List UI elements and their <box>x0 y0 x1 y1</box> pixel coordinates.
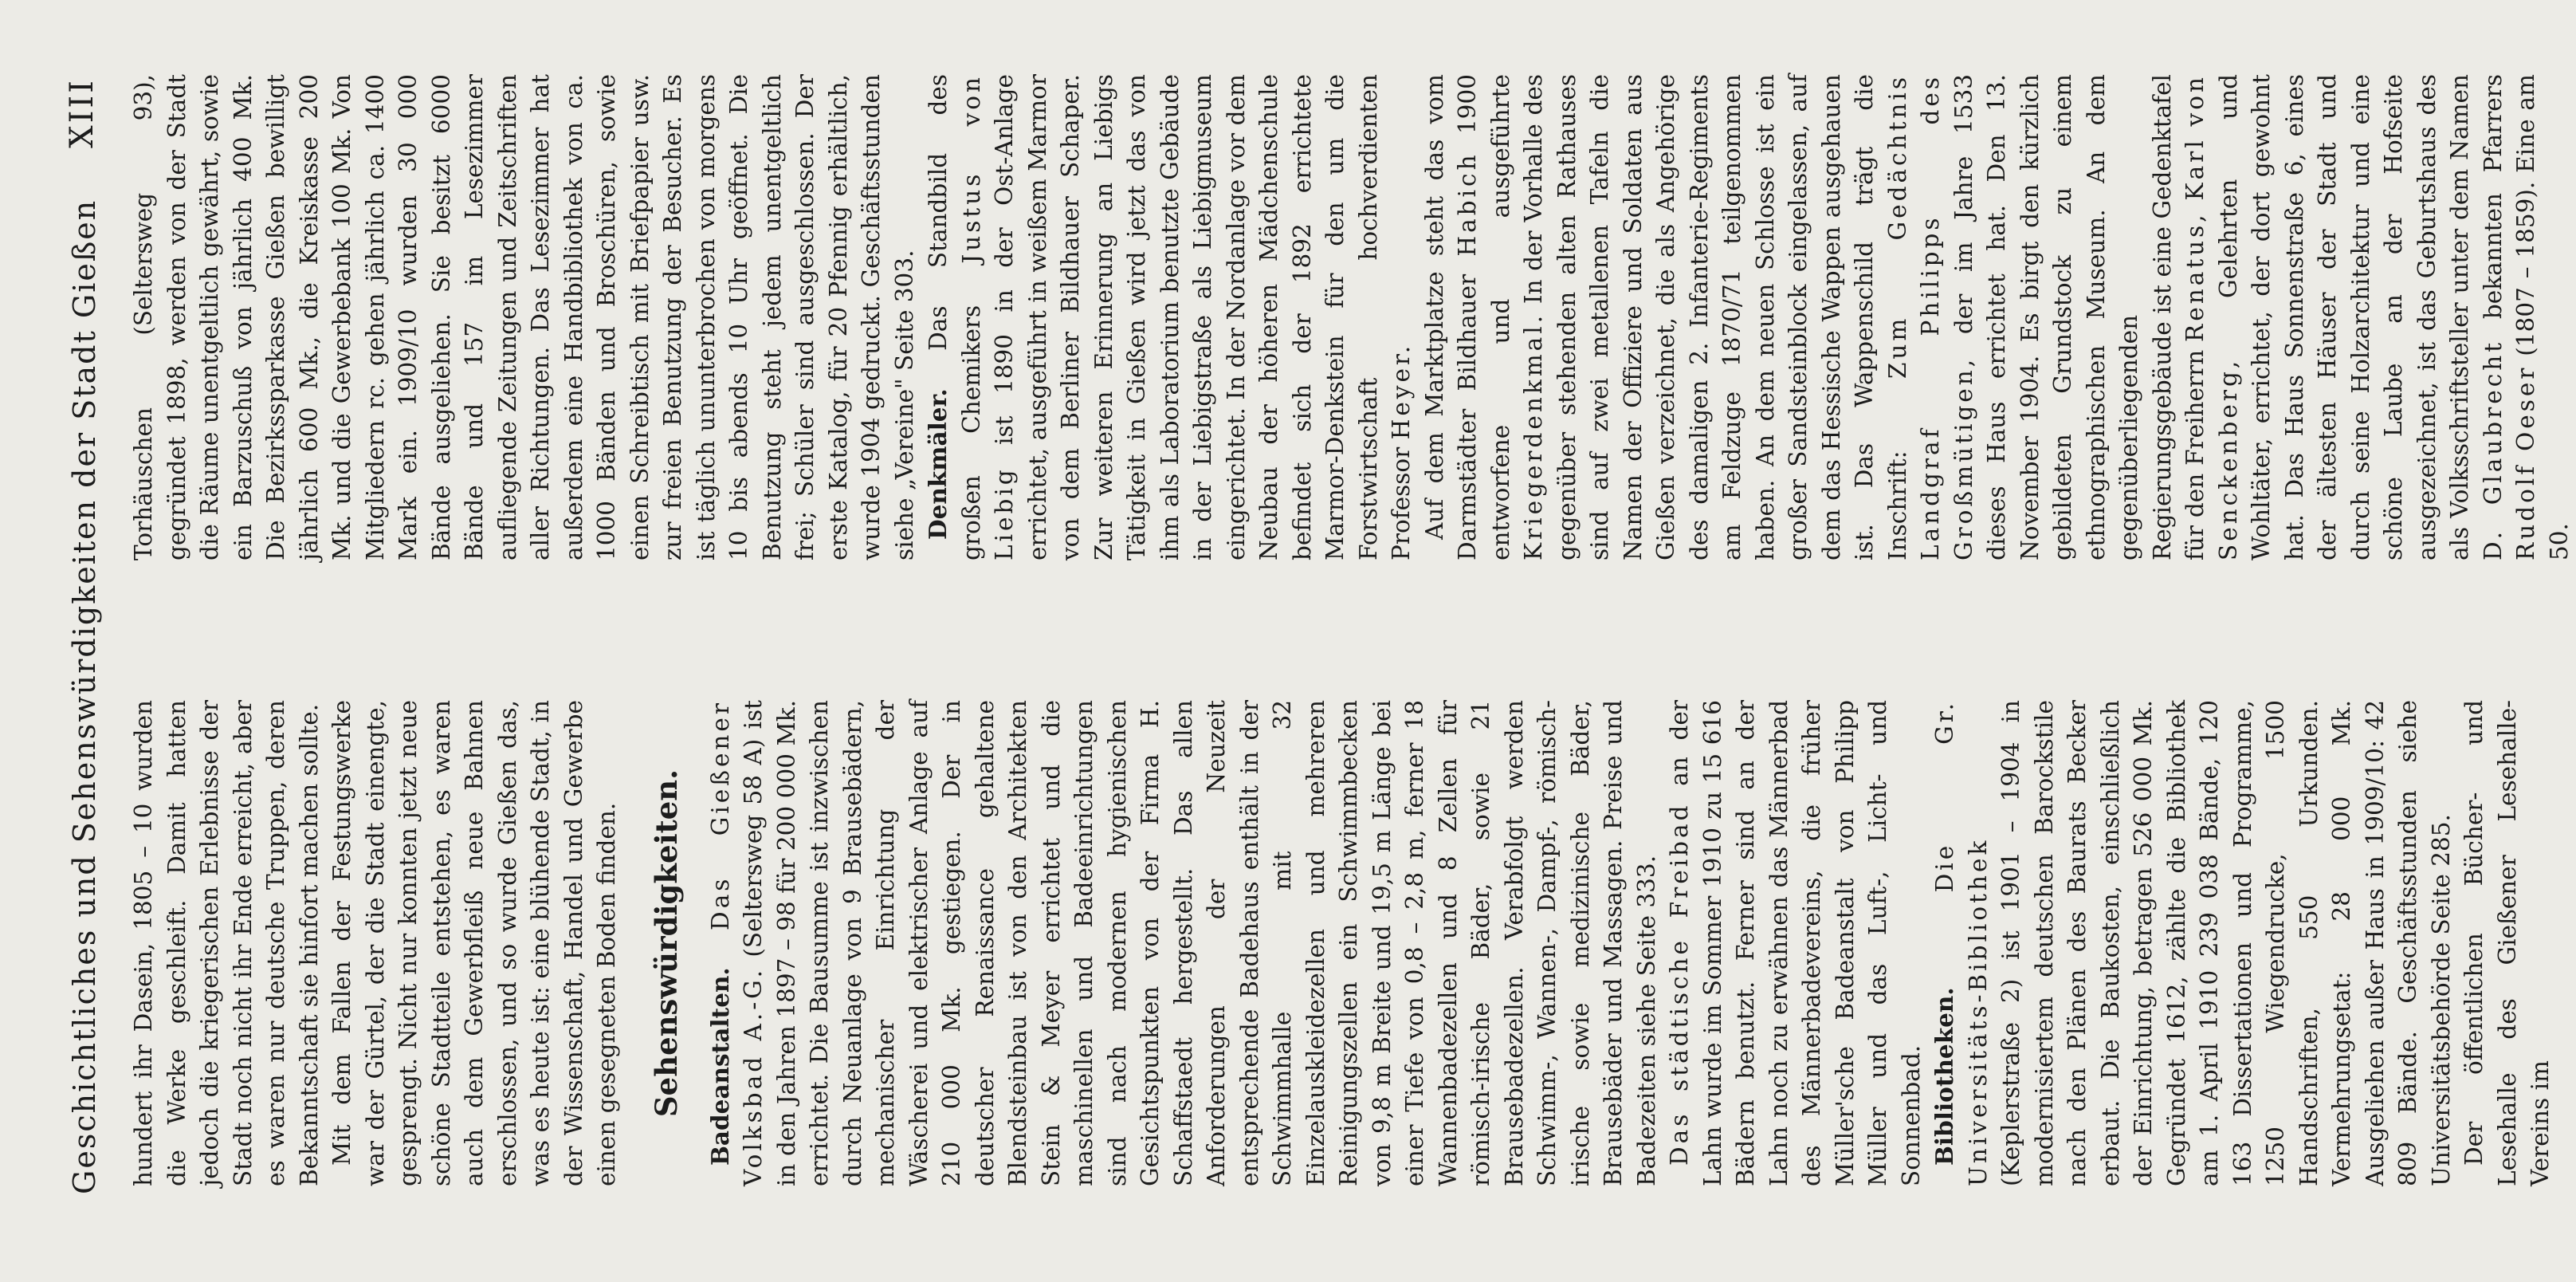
spaced-name: Das Gießener Volksbad A.-G. <box>706 700 767 1186</box>
paragraph-lesehalle-start: Der öffentlichen Bücher- und Lesehalle des Gießener Lesehalle-Vereins im <box>2460 700 2554 1186</box>
paragraph-badeanstalten <box>704 700 1664 1186</box>
spaced-name: Kriegerdenkmal. <box>1520 312 1547 560</box>
paragraph-text: Auf dem Marktplatze steht das vom Darmstädter Bildhauer <box>1420 74 1481 560</box>
right-column <box>128 74 2576 560</box>
paragraph-freibad <box>1663 700 1928 1186</box>
section-heading: Sehenswürdigkeiten. <box>648 769 684 1118</box>
page-number: XIII <box>64 78 100 148</box>
paragraph-lead: Bibliotheken. <box>1930 987 1958 1166</box>
paragraph-marktplatz <box>1419 74 2576 560</box>
paragraph-text: an der Lahn wurde im Sommer 1910 zu 15 616 Bädern benutzt. Ferner sind an der Lahn noch zu erwähnen das Männerbad des Männerbadevereins, die früher Müller'sche Badeanstalt von Philipp Müller und das Luft-, Licht- und Sonnenbad. <box>1666 700 1925 1186</box>
paragraph-text: In der Vorhalle des gegenüber stehenden alten Rathauses sind auf zwei metallenen Tafeln die Namen der Offiziere und Soldaten aus Gießen verzeichnet, die als Angehörige des damaligen 2. Infanterie-Regiments am Feldzuge 1870/71 teilgenommen haben. An dem neuen Schlosse ist ein großer Sandsteinblock eingelassen, auf dem das Hessische Wappen ausgehauen ist. Das Wappenschild trägt die Inschrift: <box>1520 74 1911 560</box>
spaced-name: Justus von Liebig <box>957 74 1018 560</box>
paragraph-lesehalle-cont: Torhäuschen (Seltersweg 93), gegründet 1898, werden von der Stadt die Räume unentgeltlich gewährt, sowie ein Barzuschuß von jährlich 400 Mk. Die Bezirkssparkasse Gießen bewilligt jährlich 600 Mk., die Kreiskasse 200 Mk. und die Gewerbebank 100 Mk. Von Mitgliedern rc. gehen jährlich ca. 1400 Mark ein. 1909/10 wurden 30 000 Bände ausgeliehen. Sie besitzt 6000 Bände und 157 im Lesezimmer aufliegende Zeitungen und Zeitschriften aller Richtungen. Das Lesezimmer hat außerdem eine Handbibliothek von ca. 1000 Bänden und Broschüren, sowie einen Schreibtisch mit Briefpapier usw. zur freien Benutzung der Besucher. Es ist täglich ununterbrochen von morgens 10 bis abends 10 Uhr geöffnet. Die Benutzung steht jedem unentgeltlich frei; Schüler sind ausgeschlossen. Der erste Katalog, für 20 Pfennig erhältlich, wurde 1904 gedruckt. Geschäftsstunden siehe „Vereine" Seite 303. <box>130 74 918 560</box>
running-title: Geschichtliches und Sehenswürdigkeiten der Stadt Gießen <box>67 199 102 1194</box>
spaced-name: Rudolf Oeser <box>2512 364 2539 560</box>
left-column <box>128 700 2558 1186</box>
paragraph-text: ist 1890 in der Ost-Anlage errichtet, ausgeführt in weißem Marmor von dem Berliner Bildhauer Schaper. Zur weiteren Erinnerung an Liebigs Tätigkeit in Gießen wird jetzt das von ihm als Laboratorium benutzte Gebäude in der Liebigstraße als Liebigmuseum eingerichtet. In der Nordanlage vor dem Neubau der höheren Mädchenschule befindet sich der 1892 errichtete Marmor-Denkstein für den um die Forstwirtschaft hochverdienten Professor <box>991 74 1415 560</box>
paragraph-text: bekannten Pfarrers <box>2479 74 2507 320</box>
paragraph-lead: Denkmäler. <box>924 388 952 540</box>
paragraph-lead: Badeanstalten. <box>705 967 734 1166</box>
paragraph-text: 1900 entworfene und ausgeführte <box>1454 74 1514 560</box>
page-header <box>56 70 112 1210</box>
paragraph-text: (1807 – 1859). Eine am 50. <box>2512 74 2573 560</box>
spaced-name: Die Gr. Universitäts-Bibliothek <box>1931 700 1992 1186</box>
paragraph-text: Das Standbild des großen Chemikers <box>925 74 985 560</box>
paragraph-text: der im Jahre 1533 dieses Haus errichtet hat. Den 13. November 1904. Es birgt den kürzlich gebildeten Grundstock zu einem ethnographischen Museum. An dem gegenüberliegenden Regierungsgebäude ist eine Gedenktafel für den Freiherrn <box>1950 74 2209 560</box>
paragraph-text: Gelehrten und Wohltäter, errichtet, der dort gewohnt hat. Das Haus Sonnenstraße 6, eines der ältesten Häuser der Stadt und durch seine Holzarchitektur und eine schöne Laube an der Hofseite ausgezeichnet, ist das Geburtshaus des als Volksschriftsteller unter dem Namen <box>2214 74 2473 560</box>
spaced-name: Das städtische Freibad <box>1666 802 1693 1166</box>
spaced-name: Zum Gedächtnis Landgraf Philipps des Großmütigen, <box>1883 74 1977 560</box>
paragraph-bibliotheken <box>1928 700 2458 1186</box>
paragraph-intro: hundert ihr Dasein, 1805 – 10 wurden die Werke geschleift. Damit hatten jedoch die kriegerischen Erlebnisse der Stadt noch nicht ihr Ende erreicht, aber es waren nur deutsche Truppen, deren Bekanntschaft sie hinfort machen sollte. <box>130 700 323 1186</box>
spaced-name: Renatus, Karl von Senckenberg, <box>2181 74 2242 560</box>
paragraph-text: (Keplerstraße 2) ist 1901 – 1904 in modernisiertem deutschen Barockstile nach den Plänen des Baurats Becker erbaut. Die Baukosten, einschließlich der Einrichtung, betragen 526 000 Mk. Gegründet 1612, zählte die Bibliothek am 1. April 1910 239 038 Bände, 120 163 Dissertationen und Programme, 1250 Wiegendrucke, 1500 Handschriften, 550 Urkunden. Vermehrungsetat: 28 000 Mk. Ausgeliehen außer Haus in 1909/10: 42 809 Bände. Geschäftsstunden siehe Universitätsbehörde Seite 285. <box>1997 700 2455 1186</box>
paragraph-text: (Seltersweg 58 A) ist in den Jahren 1897 – 98 für 200 000 Mk. errichtet. Die Bausumme ist inzwischen durch Neuanlage von 9 Brausebädern, mechanischer Einrichtung der Wäscherei und elektrischer Anlage auf 210 000 Mk. gestiegen. Der in deutscher Renaissance gehaltene Blendsteinbau ist von den Architekten Stein & Meyer errichtet und die maschinellen und Badeeinrichtungen sind nach modernen hygienischen Gesichtspunkten von der Firma H. Schaffstaedt hergestellt. Das allen Anforderungen der Neuzeit entsprechende Badehaus enthält in der Schwimmhalle mit 32 Einzelauskleidezellen und mehreren Reinigungszellen ein Schwimmbecken von 9,8 m Breite und 19,5 m Länge bei einer Tiefe von 0,8 – 2,8 m, ferner 18 Wannenbadezellen und 8 Zellen für römisch-irische Bäder, sowie 21 Brausebadezellen. Verabfolgt werden Schwimm-, Wannen-, Dampf-, römisch-irische sowie medizinische Bäder, Brausebäder und Massagen. Preise und Badezeiten siehe Seite 333. <box>740 700 1660 1186</box>
spaced-name: D. Glaubrecht <box>2479 339 2507 560</box>
paragraph-festung: Mit dem Fallen der Festungswerke war der Gürtel, der die Stadt einengte, gesprengt. Nicht nur konnten jetzt neue schöne Stadtteile entstehen, es waren auch dem Gewerbfleiß neue Bahnen erschlossen, und so wurde Gießen das, was es heute ist: eine blühende Stadt, in der Wissenschaft, Handel und Gewerbe einen gesegneten Boden finden. <box>328 700 620 1186</box>
spaced-name: Heyer. <box>1388 342 1415 440</box>
spaced-name: Habich <box>1454 151 1481 257</box>
paragraph-denkmaeler <box>921 74 1419 560</box>
